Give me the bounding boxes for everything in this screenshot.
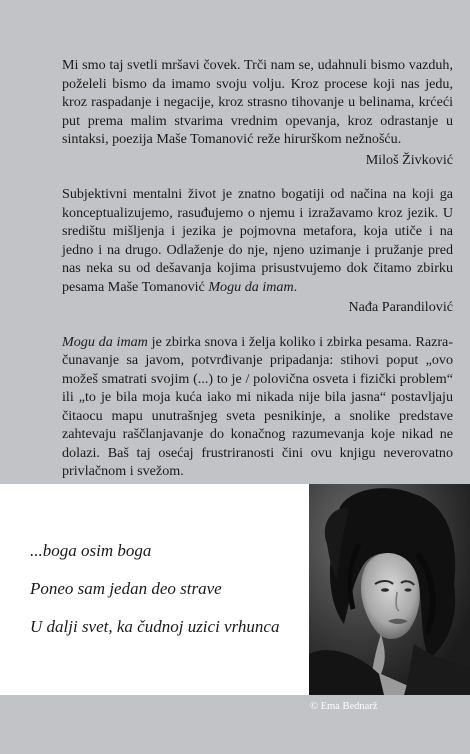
review-text-part: . — [293, 278, 298, 295]
book-title: Mogu da imam — [208, 278, 294, 295]
review-2 — [62, 185, 453, 317]
portrait-image — [309, 484, 470, 695]
review-text-part: Subjektivni mentalni život je znatno bogatiji od načina na koji ga konceptualizujemo, rasuđujemo o njemu i izražavamo kroz jezik. U središtu mišljenja i jezika je pojmovna metafora, koja utiče i na jedno i na drugo. Odlaženje do nje, njeno uzimanje i pružanje pred nas neka su od dešavanja kojima prisustvujemo dok čitamo zbirku pesama Maše Tomanović — [62, 186, 453, 295]
verse-line: U dalji svet, ka čudnoj uzici vrhunca — [30, 617, 280, 636]
review-author: Nađa Parandilović — [348, 299, 453, 315]
footer-strip — [0, 695, 470, 754]
book-title: Mogu da imam — [62, 333, 148, 350]
verse-line: Poneo sam jedan deo strave — [30, 579, 222, 598]
review-text — [62, 56, 453, 149]
author-photo — [309, 484, 470, 695]
review-author: Miloš Živković — [365, 151, 453, 168]
review-text — [62, 333, 453, 481]
verse-list — [30, 541, 300, 655]
review-text-part: Mi smo taj svetli mršavi čovek. Trči nam se, udahnuli bismo vazduh, poželeli bismo da imamo svoju volju. Kroz procese koji nas jedu, kroz raspadanje i negacije, kroz strasno tihovanje u belinama, krćeći put prema malim stvarima vrednim opevanja, kroz odrastanje u sintaksi, poezija Maše Tomanović reže hirurškom nežnošću. — [62, 57, 453, 147]
photo-credit: © Ema Bednarž — [310, 701, 378, 712]
verse-line: ...boga osim boga — [30, 541, 152, 560]
reviews-list — [62, 56, 453, 517]
review-text — [62, 185, 453, 296]
review-text-part: je zbirka snova i želja koliko i zbirka pesama. Razračunavanje sa javom, potvrđivanje pripadanja: stihovi poput „ovo možeš smatrati svojim (...) to je / polovična osveta i fizički problem“ ili „to je bila moja kuća iako mi nikada nije bila jasna“ postavljaju čitaocu mapu unutrašnjeg sveta pesnikinje, a snolike predstave zahtevaju raščlanjavanje do konačnog razumevanja koje nikad ne dolazi. Baš taj osećaj frustriranosti čini ovu knjigu neverovatno privlačnom i svežom. — [62, 333, 454, 479]
review-3 — [62, 333, 453, 502]
review-1 — [62, 56, 453, 169]
